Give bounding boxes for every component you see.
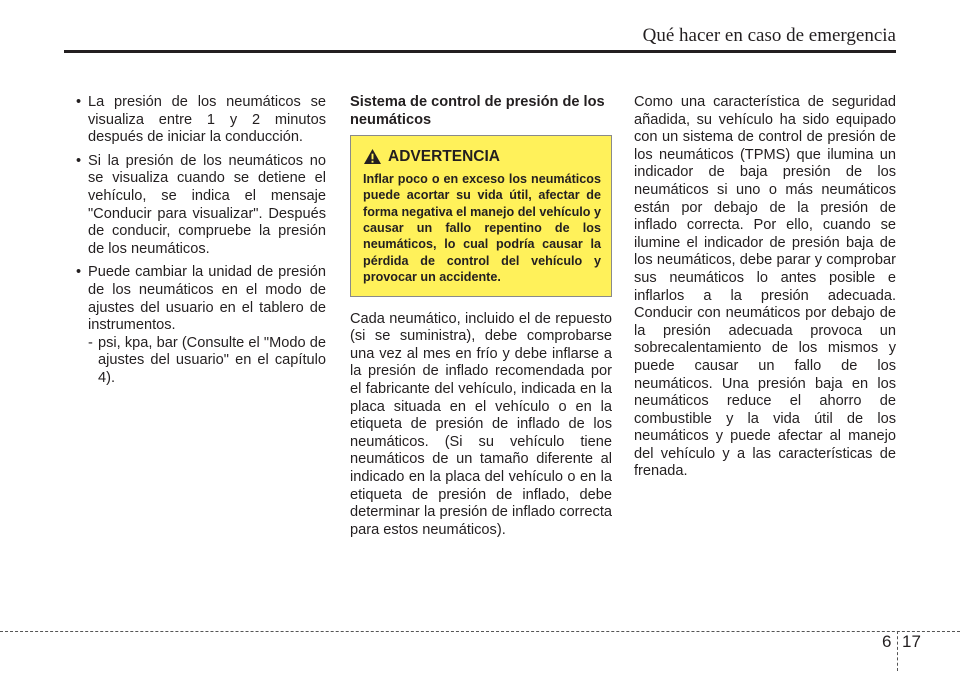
footer-rule [0,631,960,632]
sub-item-text: psi, kpa, bar (Consulte el "Modo de ajustes del usuario" en el capítulo 4). [98,334,326,386]
body-paragraph: Cada neumático, incluido el de repuesto (si se suministra), debe comprobarse una vez al mes en frío y debe inflarse a la presión de inflado recomendada por el fabricante del vehículo, indicada en la placa situada en el vehículo o en la etiqueta de presión de inflado de los neumáticos. (Si su vehículo tiene neumáticos de un tamaño diferente al indicado en la placa del vehículo o en la etiqueta de presión de inflado, debe determinar la presión de inflado correcta para estos neumáticos). [350,310,612,538]
bullet-text: La presión de los neumáticos se visualiza entre 1 y 2 minutos después de iniciar la conducción. [88,94,326,146]
page-separator [897,631,898,671]
page-number: 17 [902,632,921,651]
warning-box [350,135,612,296]
section-title: Sistema de control de presión de los neumáticos [350,94,605,128]
header-rule [64,50,896,53]
bullet-symbol: • [76,152,82,169]
warning-title: ADVERTENCIA [388,148,500,166]
bullet-item [76,264,326,334]
warning-header [363,148,601,166]
warning-triangle-icon [363,148,382,165]
middle-column [350,94,612,539]
bullet-symbol: • [76,264,82,281]
body-paragraph: Como una característica de seguridad añadida, su vehículo ha sido equipado con un sistema de control de presión de los neumáticos (TPMS) que ilumina un indicador de baja presión de los neumáticos si uno o más neumáticos están por debajo de la presión de inflado correcta. Por ello, cuando se ilumine el indicador de presión baja de los neumáticos, debe parar y comprobar sus neumáticos lo antes posible e inflarlos a la presión adecuada. Conducir con neumáticos por debajo de la presión adecuada provoca un sobrecalentamiento de los mismos y puede causar un fallo de los neumáticos. Una presión baja en los neumáticos reduce el ahorro de combustible y la vida útil de los neumáticos y puede afectar al manejo del vehículo y a las características de frenada. [634,94,896,480]
sub-symbol: - [88,334,93,351]
bullet-symbol: • [76,94,82,110]
right-column [634,94,896,481]
bullet-text: Si la presión de los neumáticos no se visualiza cuando se detiene el vehículo, se indica el mensaje "Conducir para visualizar". Después de conducir, compruebe la presión de los neumáticos. [88,152,326,257]
warning-text: Inflar poco o en exceso los neumáticos puede acortar su vida útil, afectar de forma negativa el manejo del vehículo y causar un fallo repentino de los neumáticos, lo cual podría causar la pérdida de control del vehículo y provocar un accidente. [363,171,601,285]
bullet-item [76,94,326,147]
chapter-number: 6 [882,632,892,651]
sub-item [76,335,326,388]
bullet-text: Puede cambiar la unidad de presión de los neumáticos en el modo de ajustes del usuario en el tablero de instrumentos. [88,264,326,334]
bullet-item [76,153,326,259]
left-column [76,94,326,388]
page-header-title: Qué hacer en caso de emergencia [642,25,896,46]
